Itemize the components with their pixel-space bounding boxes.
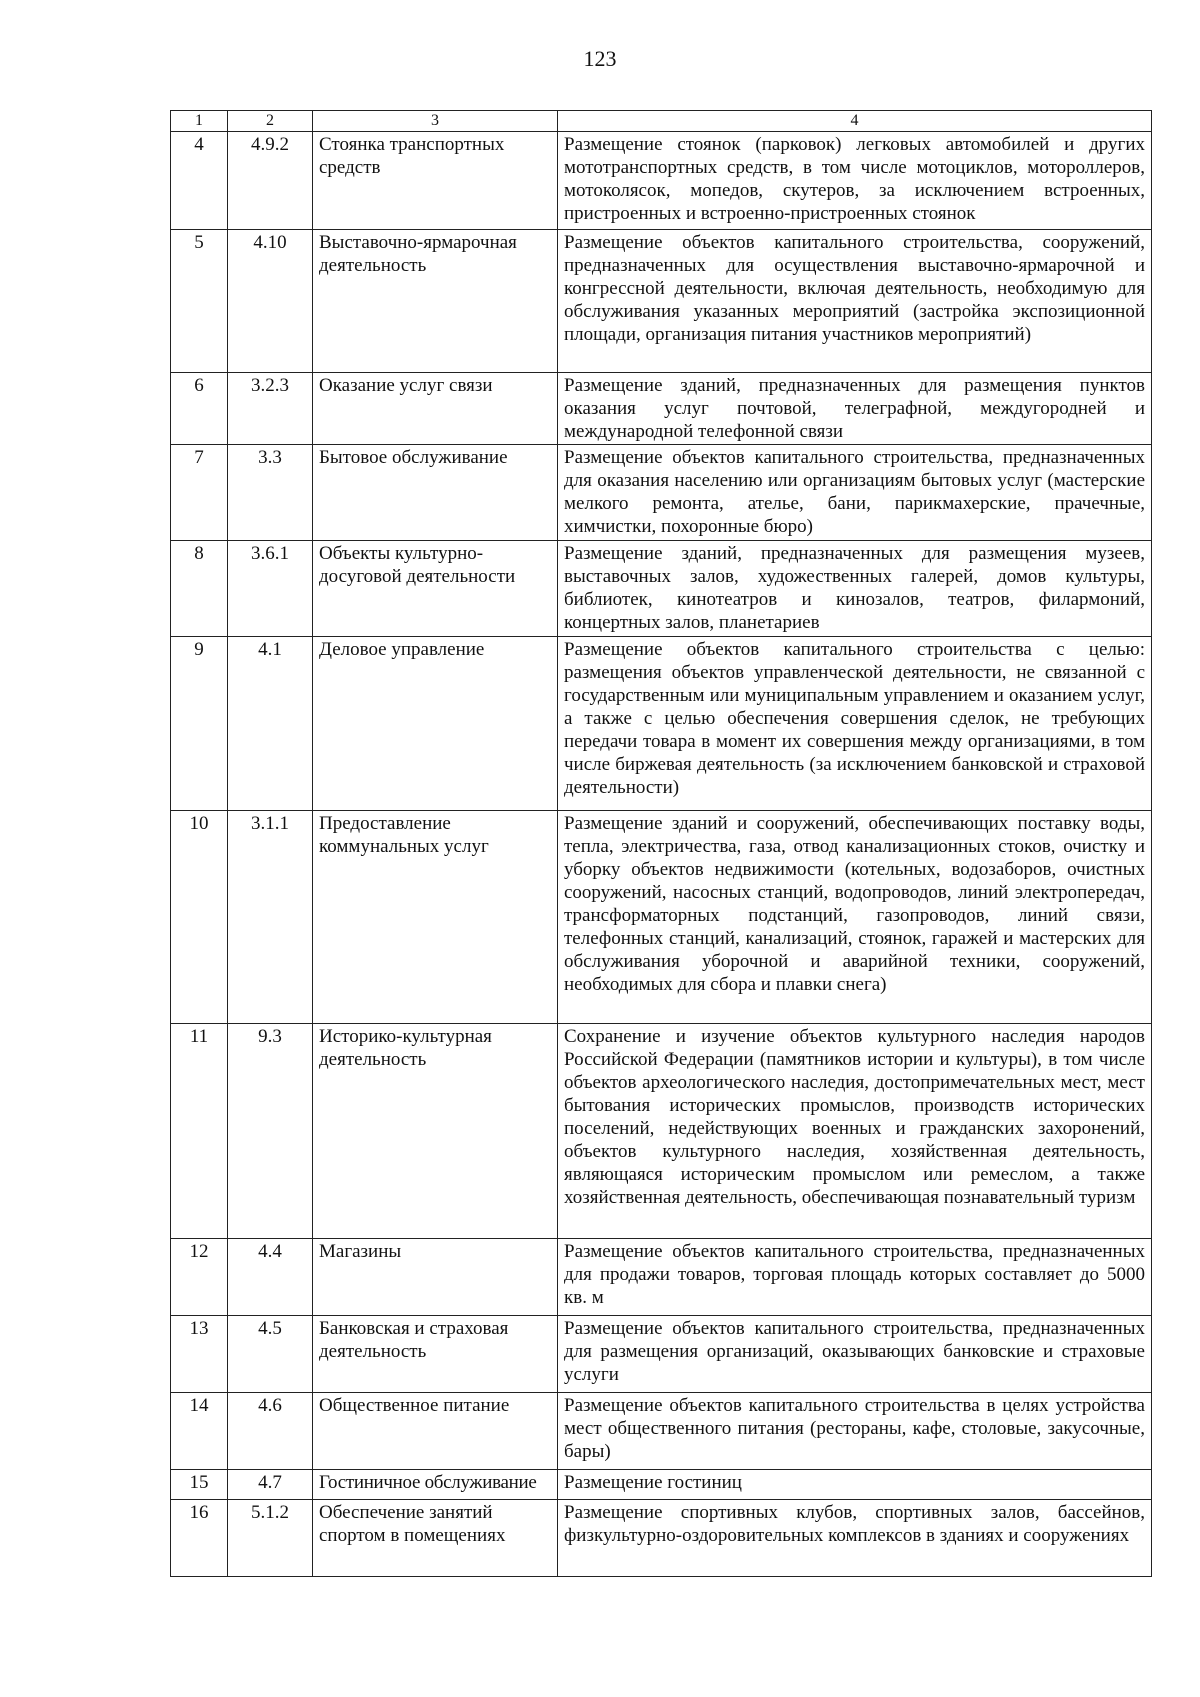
table-row: [171, 1024, 1152, 1239]
row-name: Предоставление коммунальных услуг: [313, 811, 558, 1024]
table-row: [171, 230, 1152, 373]
row-description: Размещение объектов капитального строительства, предназначенных для продажи товаров, торговая площадь которых составляет до 5000 кв. м: [558, 1239, 1152, 1316]
row-code: 3.6.1: [228, 541, 313, 637]
row-description: Размещение объектов капитального строительства, предназначенных для размещения организаций, оказывающих банковские и страховые услуги: [558, 1316, 1152, 1393]
row-description: Размещение объектов капитального строительства, сооружений, предназначенных для осуществления выставочно-ярмарочной и конгрессной деятельности, включая деятельность, необходимую для обслуживания указанных мероприятий (застройка экспозиционной площади, организация питания участников мероприятий): [558, 230, 1152, 373]
table-row: [171, 373, 1152, 445]
row-description: Размещение объектов капитального строительства в целях устройства мест общественного питания (рестораны, кафе, столовые, закусочные, бары): [558, 1393, 1152, 1470]
table-row: [171, 1500, 1152, 1577]
row-number: 13: [171, 1316, 228, 1393]
row-description: Сохранение и изучение объектов культурного наследия народов Российской Федерации (памятников истории и культуры), в том числе объектов археологического наследия, достопримечательных мест, мест бытования исторических промыслов, производств исторических поселений, недействующих военных и гражданских захоронений, объектов культурного наследия, хозяйственная деятельность, являющаяся историческим промыслом или ремеслом, а также хозяйственная деятельность, обеспечивающая познавательный туризм: [558, 1024, 1152, 1239]
row-name: Магазины: [313, 1239, 558, 1316]
page-number: 123: [583, 46, 617, 71]
row-number: 15: [171, 1470, 228, 1500]
header-col-3: 3: [313, 111, 558, 132]
row-name: Объекты культурно-досуговой деятельности: [313, 541, 558, 637]
row-number: 7: [171, 445, 228, 541]
table-row: [171, 637, 1152, 811]
row-description: Размещение стоянок (парковок) легковых автомобилей и других мототранспортных средств, в том числе мотоциклов, мотороллеров, мотоколясок, мопедов, скутеров, за исключением встроенных, пристроенных и встроенно-пристроенных стоянок: [558, 132, 1152, 230]
header-col-1: 1: [171, 111, 228, 132]
row-name: Выставочно-ярмарочная деятельность: [313, 230, 558, 373]
row-code: 4.5: [228, 1316, 313, 1393]
table-row: [171, 541, 1152, 637]
table-row: [171, 1470, 1152, 1500]
row-code: 3.1.1: [228, 811, 313, 1024]
row-description: Размещение объектов капитального строительства, предназначенных для оказания населению или организациям бытовых услуг (мастерские мелкого ремонта, ателье, бани, парикмахерские, прачечные, химчистки, похоронные бюро): [558, 445, 1152, 541]
header-col-4: 4: [558, 111, 1152, 132]
row-number: 11: [171, 1024, 228, 1239]
row-code: 4.9.2: [228, 132, 313, 230]
row-number: 12: [171, 1239, 228, 1316]
row-name: Оказание услуг связи: [313, 373, 558, 445]
row-code: 4.1: [228, 637, 313, 811]
row-code: 4.6: [228, 1393, 313, 1470]
row-number: 4: [171, 132, 228, 230]
row-name: Историко-культурная деятельность: [313, 1024, 558, 1239]
row-name: Бытовое обслуживание: [313, 445, 558, 541]
row-code: 4.10: [228, 230, 313, 373]
header-col-2: 2: [228, 111, 313, 132]
row-name: Общественное питание: [313, 1393, 558, 1470]
row-number: 10: [171, 811, 228, 1024]
row-description: Размещение зданий и сооружений, обеспечивающих поставку воды, тепла, электричества, газа, отвод канализационных стоков, очистку и уборку объектов недвижимости (котельных, водозаборов, очистных сооружений, насосных станций, водопроводов, линий электропередач, трансформаторных подстанций, газопроводов, линий связи, телефонных станций, канализаций, стоянок, гаражей и мастерских для обслуживания уборочной и аварийной техники, сооружений, необходимых для сбора и плавки снега): [558, 811, 1152, 1024]
row-description: Размещение зданий, предназначенных для размещения пунктов оказания услуг почтовой, телеграфной, междугородней и международной телефонной связи: [558, 373, 1152, 445]
table-row: [171, 445, 1152, 541]
row-description: Размещение гостиниц: [558, 1470, 1152, 1500]
table-row: [171, 132, 1152, 230]
row-code: 4.4: [228, 1239, 313, 1316]
row-number: 5: [171, 230, 228, 373]
row-code: 3.2.3: [228, 373, 313, 445]
table-row: [171, 1316, 1152, 1393]
row-description: Размещение объектов капитального строительства с целью: размещения объектов управленческой деятельности, не связанной с государственным или муниципальным управлением и оказанием услуг, а также с целью обеспечения совершения сделок, не требующих передачи товара в момент их совершения между организациями, в том числе биржевая деятельность (за исключением банковской и страховой деятельности): [558, 637, 1152, 811]
row-code: 4.7: [228, 1470, 313, 1500]
row-name: Стоянка транспортных средств: [313, 132, 558, 230]
row-name: Обеспечение занятий спортом в помещениях: [313, 1500, 558, 1577]
row-name: Банковская и страховая деятельность: [313, 1316, 558, 1393]
land-use-table: [170, 110, 1152, 1577]
table-row: [171, 1393, 1152, 1470]
table-row: [171, 811, 1152, 1024]
row-number: 8: [171, 541, 228, 637]
table-row: [171, 1239, 1152, 1316]
row-description: Размещение зданий, предназначенных для размещения музеев, выставочных залов, художественных галерей, домов культуры, библиотек, кинотеатров и кинозалов, театров, филармоний, концертных залов, планетариев: [558, 541, 1152, 637]
row-number: 9: [171, 637, 228, 811]
row-number: 14: [171, 1393, 228, 1470]
row-code: 3.3: [228, 445, 313, 541]
row-name: Деловое управление: [313, 637, 558, 811]
row-number: 16: [171, 1500, 228, 1577]
row-description: Размещение спортивных клубов, спортивных залов, бассейнов, физкультурно-оздоровительных комплексов в зданиях и сооружениях: [558, 1500, 1152, 1577]
table-header-row: [171, 111, 1152, 132]
row-number: 6: [171, 373, 228, 445]
row-code: 9.3: [228, 1024, 313, 1239]
row-code: 5.1.2: [228, 1500, 313, 1577]
row-name: Гостиничное обслуживание: [313, 1470, 558, 1500]
